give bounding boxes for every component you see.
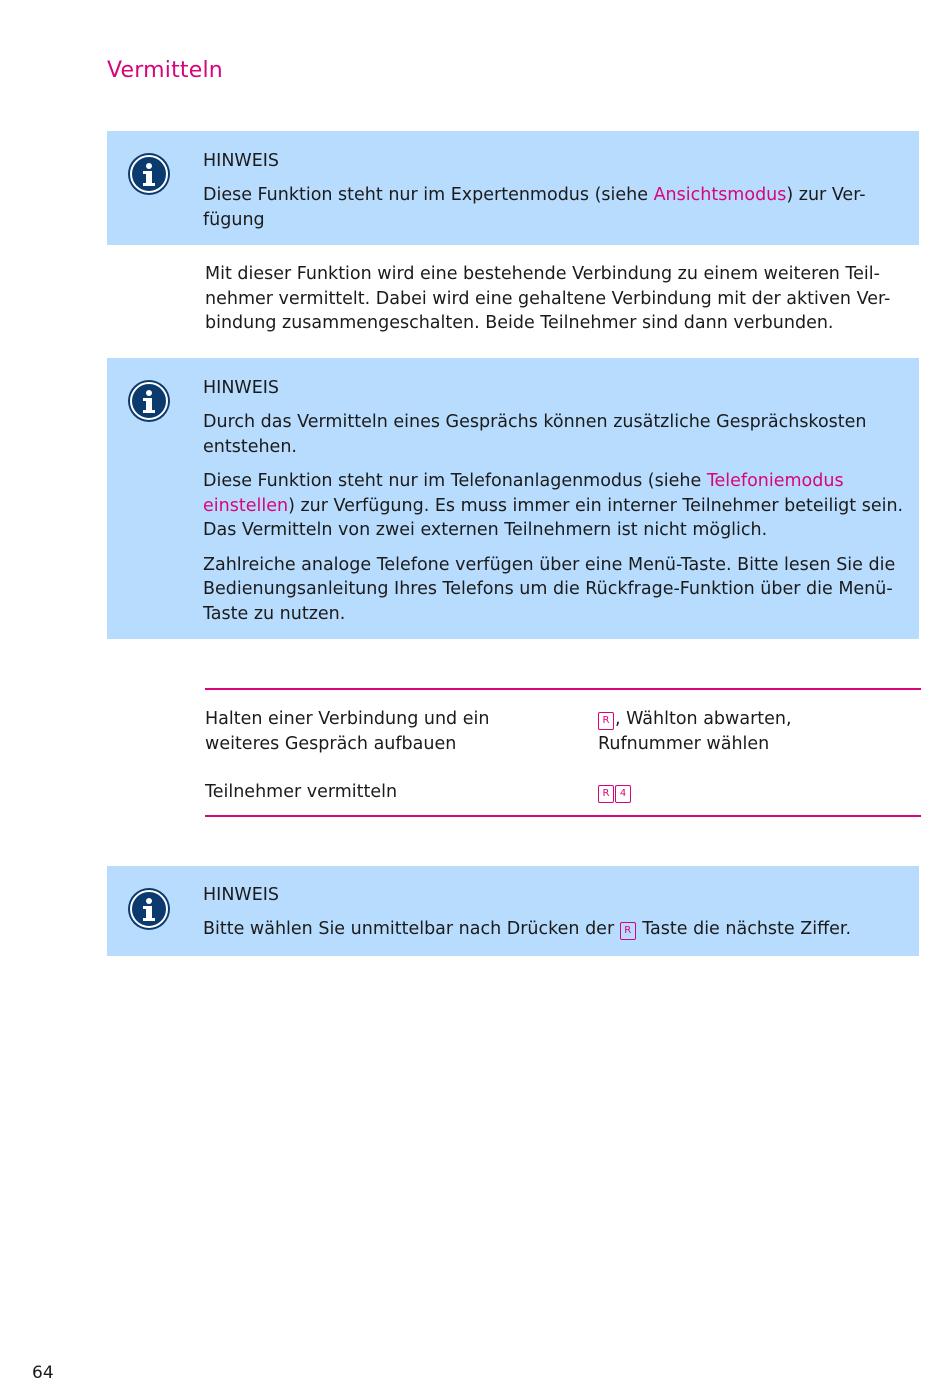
procedure-step: Halten einer Verbindung und ein weiteres Gespräch aufbauen <box>205 709 490 754</box>
procedure-action: R , Wählton abwarten, Rufnummer wählen <box>598 709 792 754</box>
note-box-expert-mode <box>107 131 919 245</box>
page-title: Vermitteln <box>107 58 223 83</box>
note-box-costs <box>107 358 919 639</box>
r-key-icon: R <box>620 922 636 940</box>
note-heading: HINWEIS <box>203 378 280 398</box>
note-text-pbx-mode: Diese Funktion steht nur im Telefonanlagenmodus (siehe Telefoniemodus einstellen) zur Verfügung. Es muss immer ein interner Teilnehmer beteiligt sein. Das Vermitteln von zwei externen Teilnehmern ist nicht möglich. <box>203 471 904 540</box>
link-ansichtsmodus[interactable]: Ansichtsmodus <box>653 185 787 205</box>
r-key-icon: R <box>598 785 614 803</box>
note-text-costs: Durch das Vermitteln eines Gesprächs können zusätzliche Gesprächskosten entstehen. <box>203 412 867 457</box>
note-heading: HINWEIS <box>203 151 280 171</box>
note-text: Diese Funktion steht nur im Expertenmodus (siehe Ansichtsmodus) zur Ver-fügung <box>203 185 866 230</box>
page-number: 64 <box>32 1363 54 1383</box>
procedure-step: Teilnehmer vermitteln <box>205 782 398 802</box>
info-icon <box>130 890 168 928</box>
note-box-next-digit <box>107 866 919 956</box>
intro-paragraph: Mit dieser Funktion wird eine bestehende Verbindung zu einem weiteren Teil-nehmer vermittelt. Dabei wird eine gehaltene Verbindung mit der aktiven Ver-bindung zusammengeschalten. Beide Teilnehmer sind dann verbunden. <box>205 264 891 333</box>
info-icon <box>130 155 168 193</box>
procedure-table <box>205 688 921 817</box>
note-text-menu-key: Zahlreiche analoge Telefone verfügen über eine Menü-Taste. Bitte lesen Sie die Bedienungsanleitung Ihres Telefons um die Rückfrage-Funktion über die Menü-Taste zu nutzen. <box>203 554 896 624</box>
note-text: Bitte wählen Sie unmittelbar nach Drücken der R Taste die nächste Ziffer. <box>203 919 852 939</box>
procedure-action <box>598 780 918 805</box>
r-key-icon: R <box>598 712 614 730</box>
link-telefoniemodus[interactable]: Telefoniemodus einstellen <box>203 471 844 516</box>
digit-4-key-icon: 4 <box>615 785 631 803</box>
note-heading: HINWEIS <box>203 885 280 905</box>
info-icon <box>130 382 168 420</box>
